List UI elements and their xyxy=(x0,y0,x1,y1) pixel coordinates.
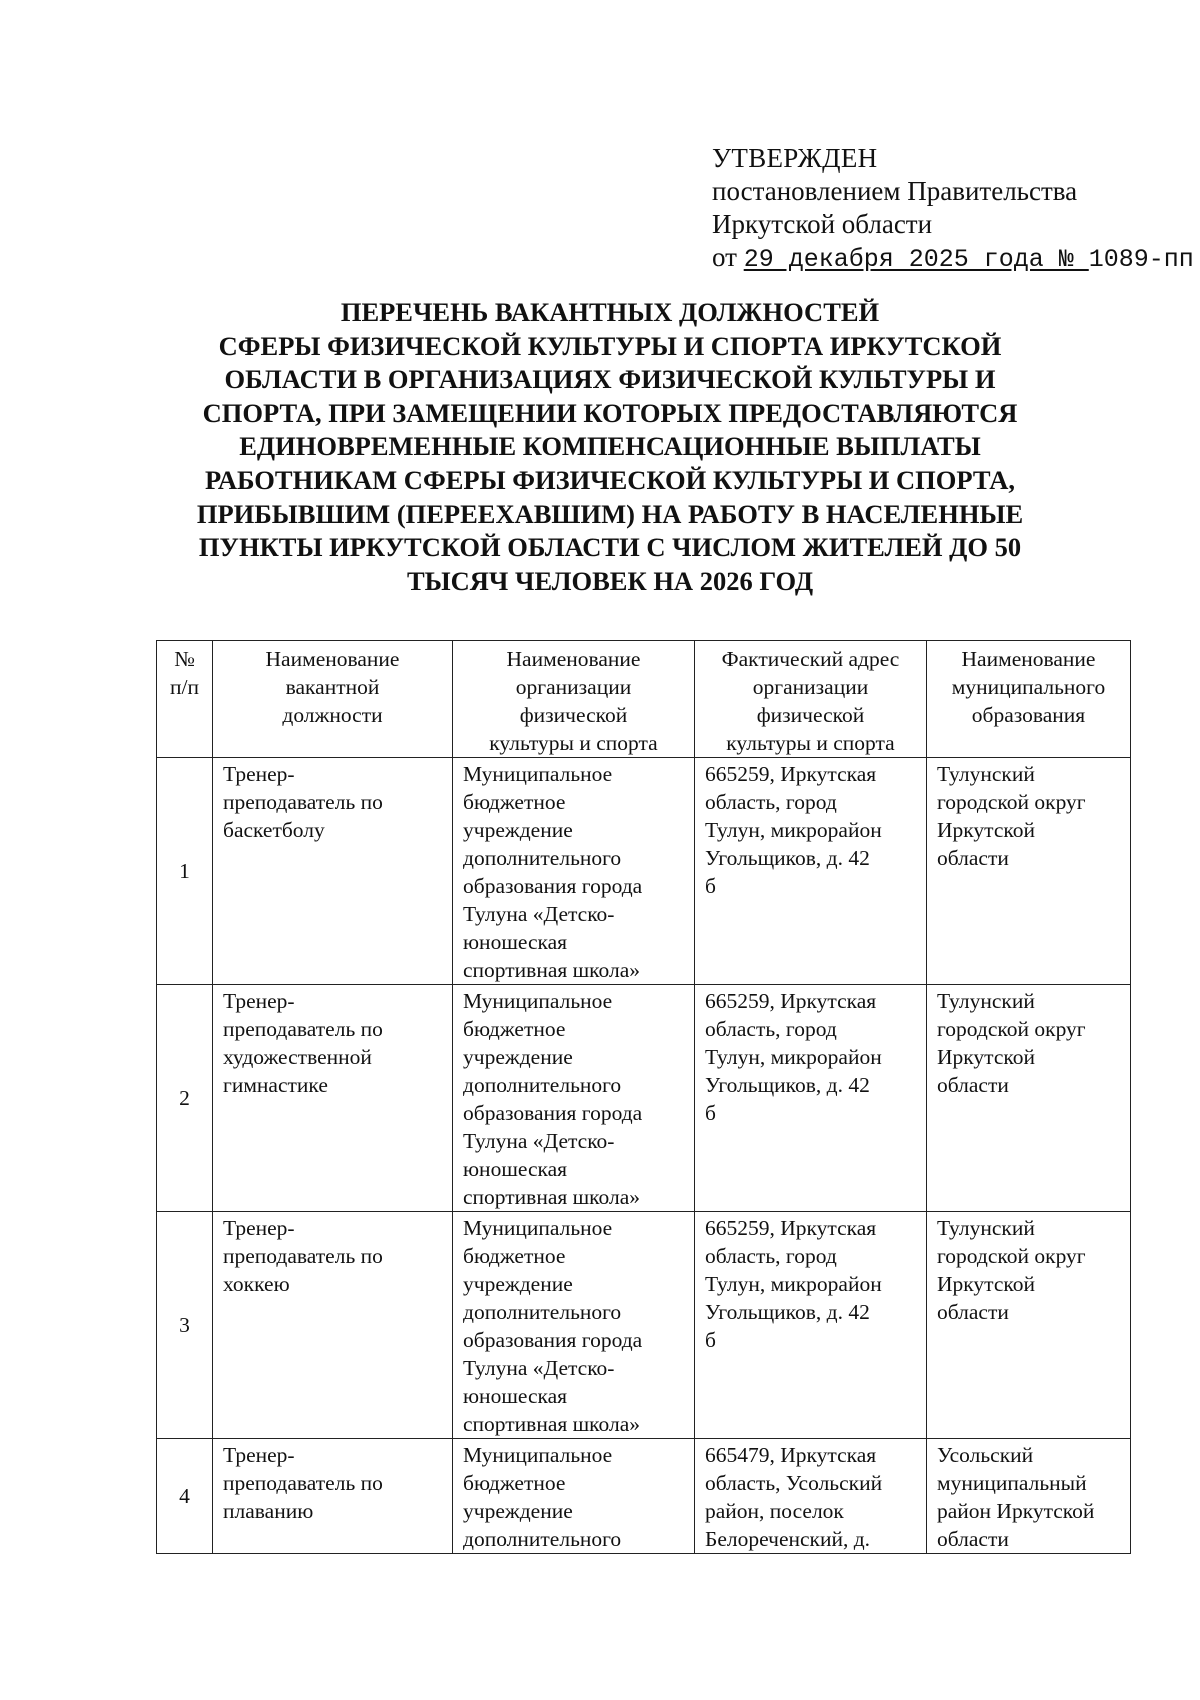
title-line: ПУНКТЫ ИРКУТСКОЙ ОБЛАСТИ С ЧИСЛОМ ЖИТЕЛЕЙ ДО 50 xyxy=(198,532,1022,563)
row-municipality: Тулунский городской округ Иркутской области xyxy=(927,985,1131,1212)
title-line: ЕДИНОВРЕМЕННЫЕ КОМПЕНСАЦИОННЫЕ ВЫПЛАТЫ xyxy=(239,431,981,462)
approval-line-1: постановлением Правительства xyxy=(712,176,1078,206)
approval-date-line xyxy=(712,241,1194,276)
approval-date-value: 29 декабря 2025 года № xyxy=(743,245,1089,274)
vacancies-table xyxy=(156,640,1131,1554)
row-number: 3 xyxy=(157,1212,213,1439)
row-number: 2 xyxy=(157,985,213,1212)
row-address: 665479, Иркутская область, Усольский район, поселок Белореченский, д. xyxy=(695,1439,927,1554)
approval-block xyxy=(712,142,1194,276)
row-position: Тренер- преподаватель по плаванию xyxy=(213,1439,453,1554)
title-line: РАБОТНИКАМ СФЕРЫ ФИЗИЧЕСКОЙ КУЛЬТУРЫ И СПОРТА, xyxy=(205,464,1015,495)
row-address: 665259, Иркутская область, город Тулун, микрорайон Угольщиков, д. 42 б xyxy=(695,758,927,985)
title-line: ОБЛАСТИ В ОРГАНИЗАЦИЯХ ФИЗИЧЕСКОЙ КУЛЬТУРЫ И xyxy=(224,364,996,395)
row-address: 665259, Иркутская область, город Тулун, микрорайон Угольщиков, д. 42 б xyxy=(695,1212,927,1439)
row-organization: Муниципальное бюджетное учреждение дополнительного xyxy=(453,1439,695,1554)
title-line: ПРИБЫВШИМ (ПЕРЕЕХАВШИМ) НА РАБОТУ В НАСЕЛЕННЫЕ xyxy=(196,498,1024,529)
header-municipality: Наименование муниципального образования xyxy=(927,641,1131,758)
row-municipality: Усольский муниципальный район Иркутской области xyxy=(927,1439,1131,1554)
table-row xyxy=(157,985,1131,1212)
row-municipality: Тулунский городской округ Иркутской области xyxy=(927,1212,1131,1439)
row-organization: Муниципальное бюджетное учреждение дополнительного образования города Тулуна «Детско- юношеская спортивная школа» xyxy=(453,985,695,1212)
title-line: ПЕРЕЧЕНЬ ВАКАНТНЫХ ДОЛЖНОСТЕЙ xyxy=(340,297,880,327)
table-row xyxy=(157,1439,1131,1554)
header-position: Наименование вакантной должности xyxy=(213,641,453,758)
header-organization: Наименование организации физической культуры и спорта xyxy=(453,641,695,758)
title-line: СФЕРЫ ФИЗИЧЕСКОЙ КУЛЬТУРЫ И СПОРТА ИРКУТСКОЙ xyxy=(218,330,1002,361)
document-title xyxy=(160,296,1060,598)
row-position: Тренер- преподаватель по баскетболу xyxy=(213,758,453,985)
row-number: 1 xyxy=(157,758,213,985)
row-municipality: Тулунский городской округ Иркутской области xyxy=(927,758,1131,985)
table-row xyxy=(157,758,1131,985)
table-row xyxy=(157,1212,1131,1439)
row-position: Тренер- преподаватель по хоккею xyxy=(213,1212,453,1439)
row-organization: Муниципальное бюджетное учреждение дополнительного образования города Тулуна «Детско- юношеская спортивная школа» xyxy=(453,758,695,985)
approval-date-prefix: от xyxy=(712,242,744,272)
row-position: Тренер- преподаватель по художественной гимнастике xyxy=(213,985,453,1212)
approval-line-2: Иркутской области xyxy=(712,209,933,239)
title-line: ТЫСЯЧ ЧЕЛОВЕК НА 2026 ГОД xyxy=(406,565,814,596)
approval-heading: УТВЕРЖДЕН xyxy=(712,143,878,173)
approval-number-value: 1089-пп xyxy=(1088,245,1194,274)
header-address: Фактический адрес организации физической культуры и спорта xyxy=(695,641,927,758)
title-line: СПОРТА, ПРИ ЗАМЕЩЕНИИ КОТОРЫХ ПРЕДОСТАВЛЯЮТСЯ xyxy=(202,397,1018,428)
row-address: 665259, Иркутская область, город Тулун, микрорайон Угольщиков, д. 42 б xyxy=(695,985,927,1212)
row-number: 4 xyxy=(157,1439,213,1554)
table-header-row xyxy=(157,641,1131,758)
header-number: № п/п xyxy=(157,641,213,758)
row-organization: Муниципальное бюджетное учреждение дополнительного образования города Тулуна «Детско- юношеская спортивная школа» xyxy=(453,1212,695,1439)
